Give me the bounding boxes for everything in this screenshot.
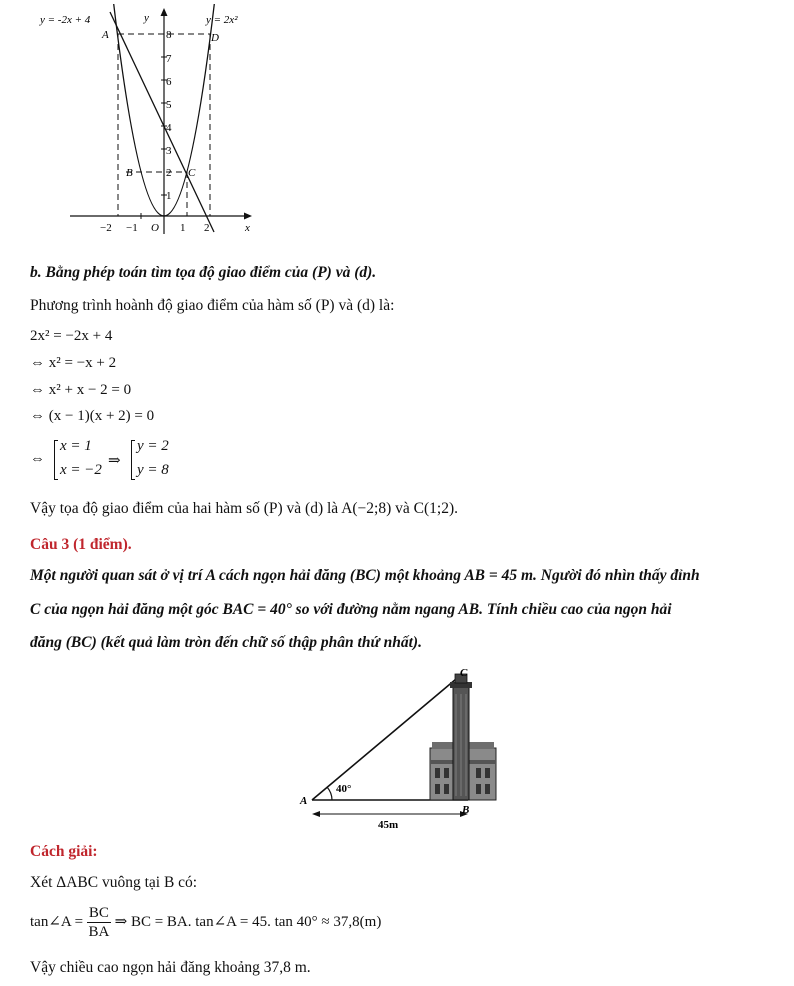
question-3-line-1: Một người quan sát ở vị trí A cách ngọn hải đăng (BC) một khoảng AB = 45 m. Người đó nhìn thấy đỉnh xyxy=(30,567,700,584)
question-3-line-2: C của ngọn hải đăng một góc BAC = 40° so với đường nằm ngang AB. Tính chiều cao của ngọn hải xyxy=(30,601,672,618)
equation-5-y1: y = 2 xyxy=(137,438,169,454)
tick-y5: 5 xyxy=(166,99,172,111)
label-line-eq: y = -2x + 4 xyxy=(40,14,91,26)
figure-distance: 45m xyxy=(378,819,399,831)
label-axis-y: y xyxy=(144,12,149,24)
solution-formula xyxy=(30,904,381,941)
lighthouse-figure xyxy=(298,664,508,832)
label-origin: O xyxy=(151,222,159,234)
equation-2: ⇔ x² = −x + 2 xyxy=(30,355,117,371)
tick-y3: 3 xyxy=(166,145,172,157)
system-bracket-y xyxy=(131,440,132,480)
point-A: A xyxy=(102,29,109,41)
solution-line-1: Xét ΔABC vuông tại B có: xyxy=(30,874,198,891)
equation-5-then: ⇒ xyxy=(108,453,121,469)
part-b-intro: Phương trình hoành độ giao điểm của hàm số (P) và (d) là: xyxy=(30,297,395,314)
question-3-title: Câu 3 (1 điểm). xyxy=(30,536,132,553)
figure-label-A: A xyxy=(300,795,308,807)
equation-4: ⇔ (x − 1)(x + 2) = 0 xyxy=(30,408,155,424)
point-C: C xyxy=(188,167,196,179)
y-axis-arrow xyxy=(161,8,168,16)
part-b-heading: b. Bằng phép toán tìm tọa độ giao điểm của (P) và (d). xyxy=(30,264,377,281)
formula-lhs: tan∠A = xyxy=(30,913,84,930)
equation-5-x1: x = 1 xyxy=(60,438,92,454)
equation-5-y2: y = 8 xyxy=(137,462,169,478)
system-bracket-x xyxy=(54,440,55,480)
line-d xyxy=(110,12,214,232)
equation-3: ⇔ x² + x − 2 = 0 xyxy=(30,382,132,398)
figure-label-B: B xyxy=(462,804,470,816)
tick-y4: 4 xyxy=(166,122,172,134)
equation-5-x2: x = −2 xyxy=(60,462,102,478)
solution-conclusion: Vậy chiều cao ngọn hải đăng khoảng 37,8 m. xyxy=(30,959,311,976)
label-axis-x: x xyxy=(245,222,250,234)
tick-y8: 8 xyxy=(166,29,172,41)
tick-y2: 2 xyxy=(166,167,172,179)
question-3-line-3: đăng (BC) (kết quả làm tròn đến chữ số thập phân thứ nhất). xyxy=(30,634,422,651)
part-b-conclusion: Vậy tọa độ giao điểm của hai hàm số (P) và (d) là A(−2;8) và C(1;2). xyxy=(30,500,458,517)
formula-fraction xyxy=(87,904,111,941)
fraction-denominator: BA xyxy=(88,924,110,940)
tick-x-neg1: −1 xyxy=(126,222,138,234)
x-axis-arrow xyxy=(244,213,252,220)
equation-5-arrow: ⇔ xyxy=(30,451,45,467)
function-graph xyxy=(30,4,260,240)
tick-x-neg2: −2 xyxy=(100,222,112,234)
angle-arc xyxy=(327,787,332,800)
label-parabola-eq: y = 2x² xyxy=(206,14,238,26)
point-B: B xyxy=(126,167,133,179)
solution-title: Cách giải: xyxy=(30,843,98,860)
tick-y1: 1 xyxy=(166,190,172,202)
figure-angle: 40° xyxy=(336,783,352,795)
tick-x1: 1 xyxy=(180,222,186,234)
tick-y7: 7 xyxy=(166,53,172,65)
point-D: D xyxy=(211,32,219,44)
figure-label-C: C xyxy=(460,667,468,679)
fraction-numerator: BC xyxy=(88,905,109,921)
tick-x2: 2 xyxy=(204,222,210,234)
equation-1: 2x² = −2x + 4 xyxy=(30,328,113,344)
formula-rhs: ⇒ BC = BA. tan∠A = 45. tan 40° ≈ 37,8(m) xyxy=(114,913,382,930)
tick-y6: 6 xyxy=(166,76,172,88)
